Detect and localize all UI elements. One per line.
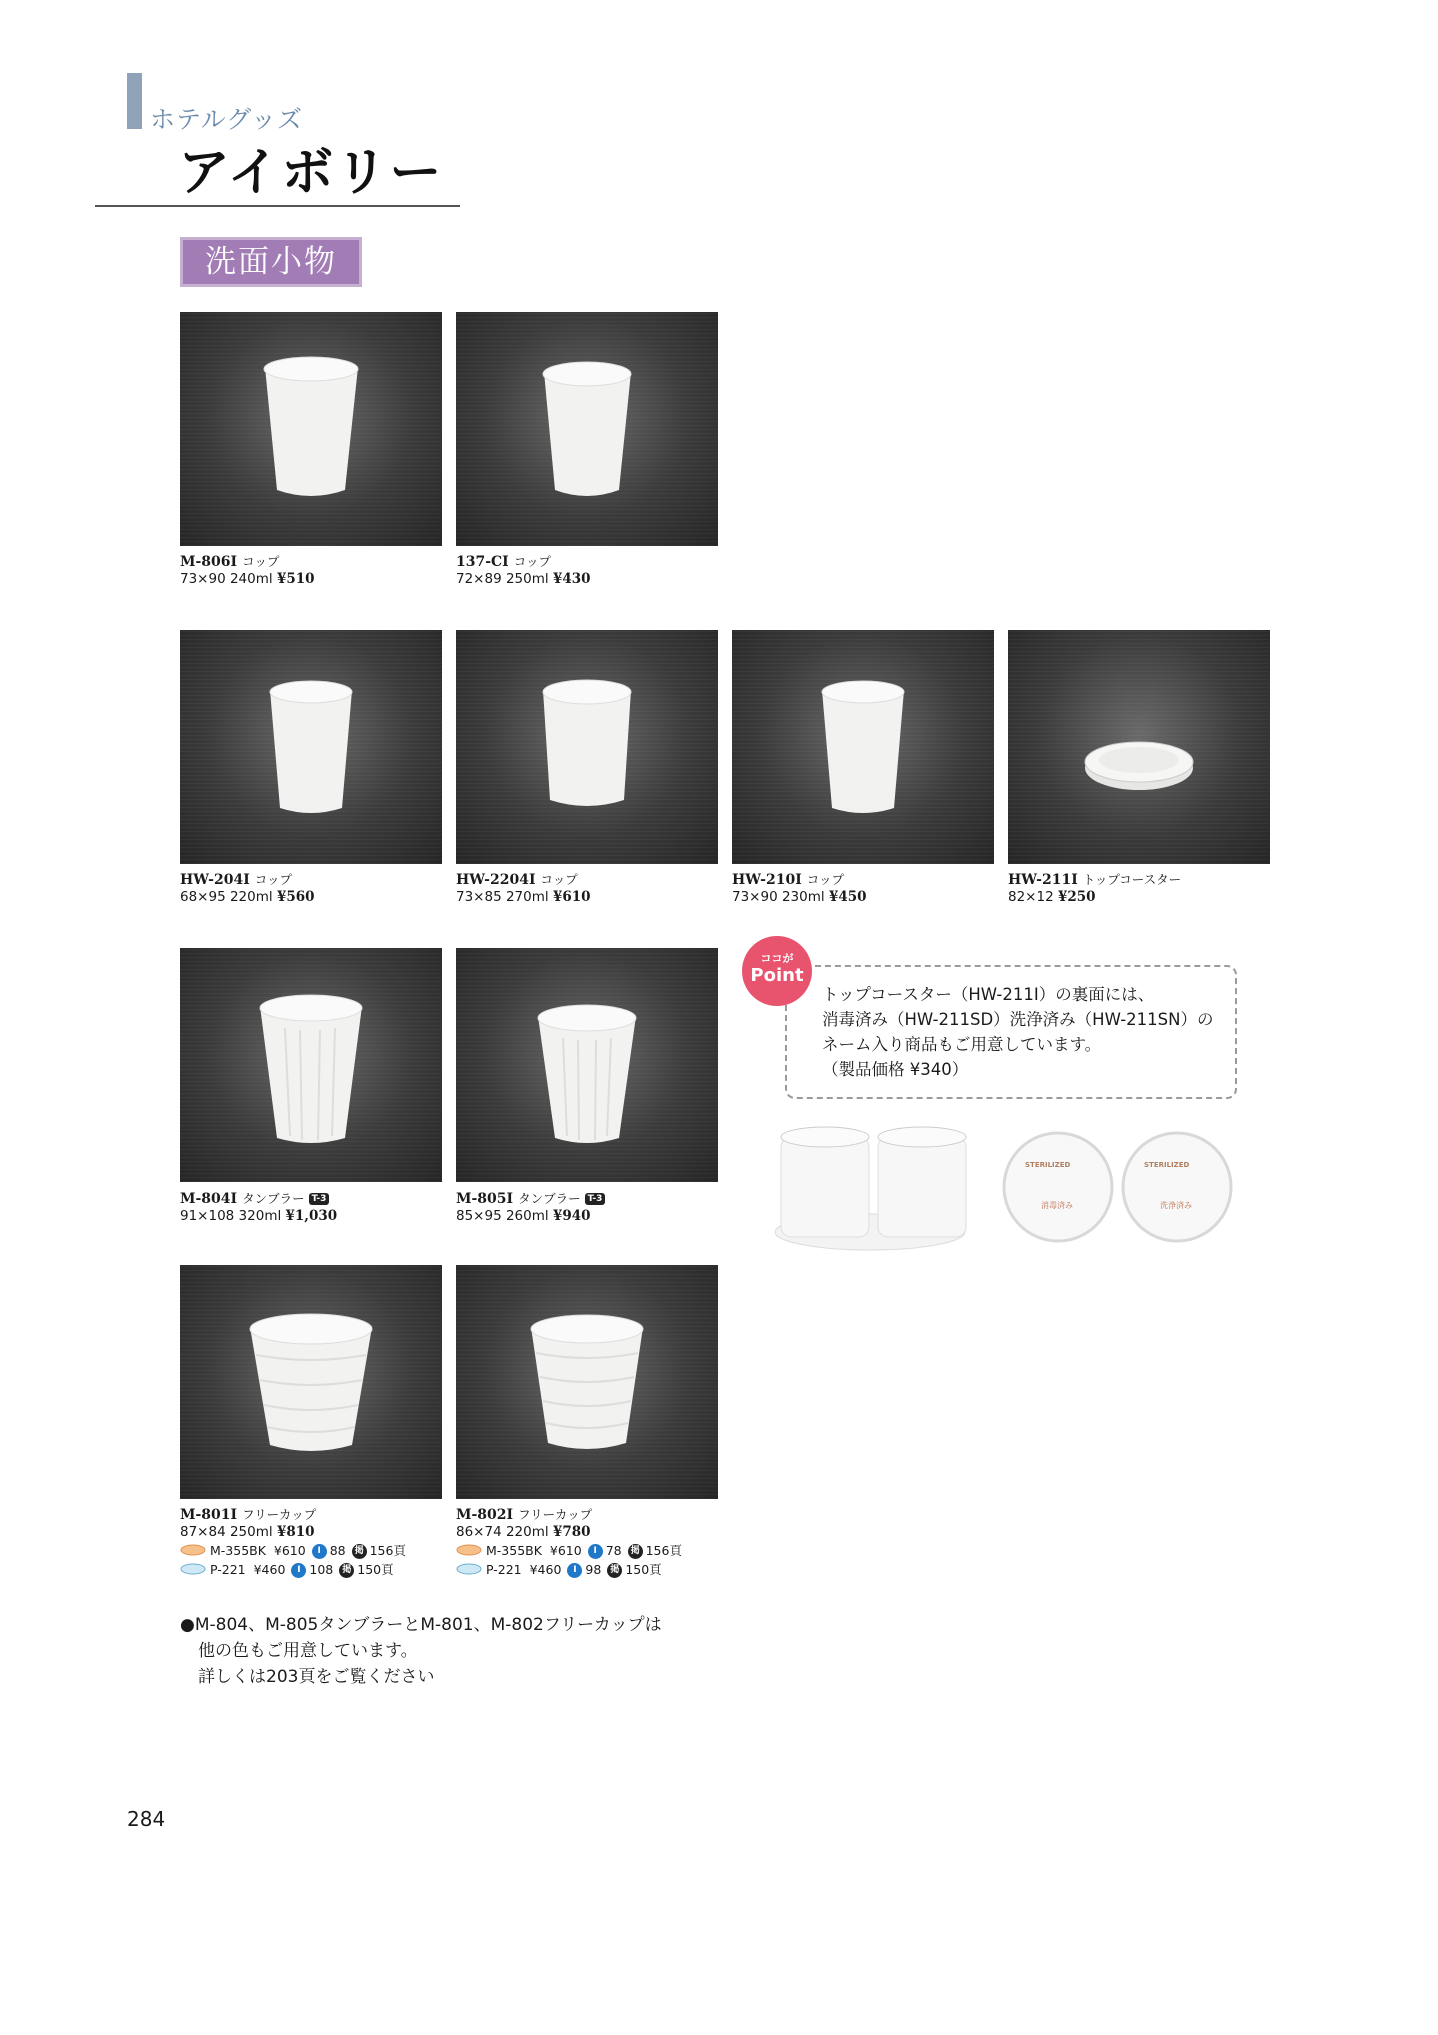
saucer-icon <box>180 1542 206 1561</box>
page-ref-icon: 掲 <box>628 1544 643 1559</box>
point-badge: ココが Point <box>742 936 812 1006</box>
accessory-row: P-221 ¥460 I 108 掲 150頁 <box>180 1560 394 1580</box>
accessory-row: M-355BK ¥610 I 88 掲 156頁 <box>180 1541 406 1561</box>
product-caption: HW-211I トップコースター 82×12 ¥250 <box>1008 872 1182 905</box>
product-caption: M-804I タンブラー T-3 91×108 320ml ¥1,030 <box>180 1191 338 1224</box>
product-caption: M-806I コップ 73×90 240ml ¥510 <box>180 554 315 587</box>
product-caption: HW-210I コップ 73×90 230ml ¥450 <box>732 872 867 905</box>
header-divider <box>95 205 460 207</box>
product-photo-cup <box>732 630 994 864</box>
product-caption: M-802I フリーカップ 86×74 220ml ¥780 <box>456 1507 593 1540</box>
page-number: 284 <box>127 1807 166 1831</box>
coaster-icon <box>180 1561 206 1580</box>
header-subtitle: ホテルグッズ <box>150 105 304 134</box>
quantity-icon: I <box>588 1544 603 1559</box>
lid-label: STERILIZED <box>1025 1161 1071 1169</box>
page-title: アイボリー <box>178 143 444 203</box>
sterilized-covers-photo <box>773 1112 1233 1262</box>
product-photo-free-cup <box>180 1265 442 1499</box>
accessory-row: P-221 ¥460 I 98 掲 150頁 <box>456 1560 662 1580</box>
page-ref-icon: 掲 <box>607 1563 622 1578</box>
product-photo-cup <box>456 312 718 546</box>
footnote: ●M-804、M-805タンブラーとM-801、M-802フリーカップは 他の色もご用意しています。 詳しくは203頁をご覧ください <box>180 1615 662 1687</box>
quantity-icon: I <box>291 1563 306 1578</box>
lid-text: 消毒済み <box>1041 1201 1073 1210</box>
product-photo-cup <box>180 630 442 864</box>
product-caption: HW-2204I コップ 73×85 270ml ¥610 <box>456 872 591 905</box>
lid-label: STERILIZED <box>1144 1161 1190 1169</box>
product-photo-tumbler <box>456 948 718 1182</box>
product-photo-cup <box>180 312 442 546</box>
product-caption: M-801I フリーカップ 87×84 250ml ¥810 <box>180 1507 317 1540</box>
product-photo-free-cup <box>456 1265 718 1499</box>
quantity-icon: I <box>312 1544 327 1559</box>
product-photo-cup <box>456 630 718 864</box>
point-text: トップコースター（HW-211I）の裏面には、 消毒済み（HW-211SD）洗浄済み（HW-211SN）の ネーム入り商品もご用意しています。 （製品価格 ¥340） <box>822 985 1214 1079</box>
coaster-icon <box>456 1561 482 1580</box>
lid-text: 洗浄済み <box>1160 1201 1192 1210</box>
product-caption: 137-CI コップ 72×89 250ml ¥430 <box>456 554 591 587</box>
header-accent-bar <box>127 73 142 129</box>
product-caption: HW-204I コップ 68×95 220ml ¥560 <box>180 872 315 905</box>
product-photo-coaster <box>1008 630 1270 864</box>
saucer-icon <box>456 1542 482 1561</box>
product-photo-tumbler <box>180 948 442 1182</box>
quantity-icon: I <box>567 1563 582 1578</box>
page-ref-icon: 掲 <box>339 1563 354 1578</box>
accessory-row: M-355BK ¥610 I 78 掲 156頁 <box>456 1541 682 1561</box>
product-caption: M-805I タンブラー T-3 85×95 260ml ¥940 <box>456 1190 605 1225</box>
page-ref-icon: 掲 <box>352 1544 367 1559</box>
category-label: 洗面小物 <box>180 237 362 287</box>
